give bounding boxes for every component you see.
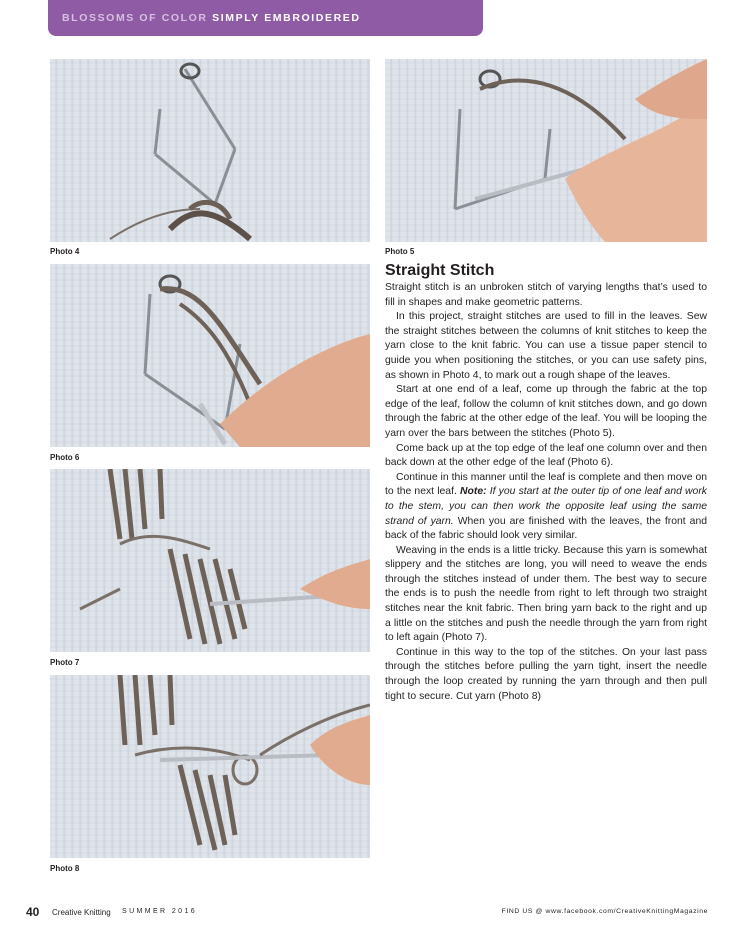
magazine-name: Creative Knitting bbox=[52, 908, 111, 917]
note-text: If you start at the outer tip of one leaf and work to the stem, you can then work the opposite leaf using the same strand of yarn. bbox=[385, 486, 707, 527]
photo-6 bbox=[50, 264, 370, 447]
paragraph-1: Straight stitch is an unbroken stitch of varying lengths that’s used to fill in shapes and make geometric patterns. bbox=[385, 282, 707, 308]
paragraph-4: Come back up at the top edge of the leaf one column over and then back down at the other edge of the leaf (Photo 6). bbox=[385, 442, 707, 469]
article-body bbox=[385, 262, 707, 704]
paragraph-3: Start at one end of a leaf, come up through the fabric at the top edge of the leaf, follow the column of knit stitches down, and go down through the fabric at the other edge of the leaf. You will be looping the yarn over the bars between the stitches (Photo 5). bbox=[385, 384, 707, 439]
paragraph-2: In this project, straight stitches are used to fill in the leaves. Sew the straight stitches between the columns of knit stitches to keep the yarn close to the knit fabric. You can use a tissue paper stencil to guide you when positioning the stitches, or you can use safety pins, as shown in Photo 4, to mark out a rough shape of the leaves. bbox=[385, 311, 707, 381]
photo-4 bbox=[50, 59, 370, 242]
paragraph-5-end: When you are finished with the leaves, the front and back of the fabric should look very similar. bbox=[385, 515, 708, 542]
paragraph-6: Weaving in the ends is a little tricky. Because this yarn is somewhat slippery and the stitches are long, you will need to weave the ends through the stitches instead of under them. The best way to secure the ends is to push the needle from right to left through two straight stitches near the knit fabric. Then bring yarn back to the right and up a little on the stitches and push the needle through the yarn from right to left again (Photo 7). bbox=[385, 544, 707, 644]
photo-5-caption: Photo 5 bbox=[385, 247, 415, 256]
photo-8-caption: Photo 8 bbox=[50, 864, 80, 873]
photo-7-caption: Photo 7 bbox=[50, 658, 80, 667]
paragraph-7: Continue in this way to the top of the stitches. On your last pass through the stitches before pulling the yarn tight, insert the needle through the loop created by running the yarn through and then pull tight to secure. Cut yarn (Photo 8) bbox=[385, 646, 707, 702]
photo-7 bbox=[50, 469, 370, 652]
section-name: SIMPLY EMBROIDERED bbox=[212, 12, 361, 24]
series-name: BLOSSOMS OF COLOR bbox=[62, 12, 208, 24]
photo-4-illustration bbox=[50, 59, 370, 242]
find-us-link: FIND US @ www.facebook.com/CreativeKnittingMagazine bbox=[501, 908, 708, 915]
section-header-text bbox=[62, 12, 361, 24]
page-number: 40 bbox=[26, 905, 40, 919]
page-footer bbox=[26, 907, 708, 921]
photo-6-illustration bbox=[50, 264, 370, 447]
photo-5 bbox=[385, 59, 707, 242]
article-title: Straight Stitch bbox=[385, 262, 495, 279]
note-label: Note: bbox=[460, 486, 487, 498]
paragraph-5 bbox=[385, 471, 707, 544]
section-header-bar bbox=[48, 0, 483, 36]
photo-8 bbox=[50, 675, 370, 858]
photo-5-illustration bbox=[385, 59, 707, 242]
photo-7-illustration bbox=[50, 469, 370, 652]
issue-label: SUMMER 2016 bbox=[122, 908, 198, 915]
photo-4-caption: Photo 4 bbox=[50, 247, 80, 256]
photo-8-illustration bbox=[50, 675, 370, 858]
photo-6-caption: Photo 6 bbox=[50, 453, 80, 462]
paragraph-5-start: Continue in this manner until the leaf is complete and then move on to the next leaf. bbox=[385, 471, 707, 498]
